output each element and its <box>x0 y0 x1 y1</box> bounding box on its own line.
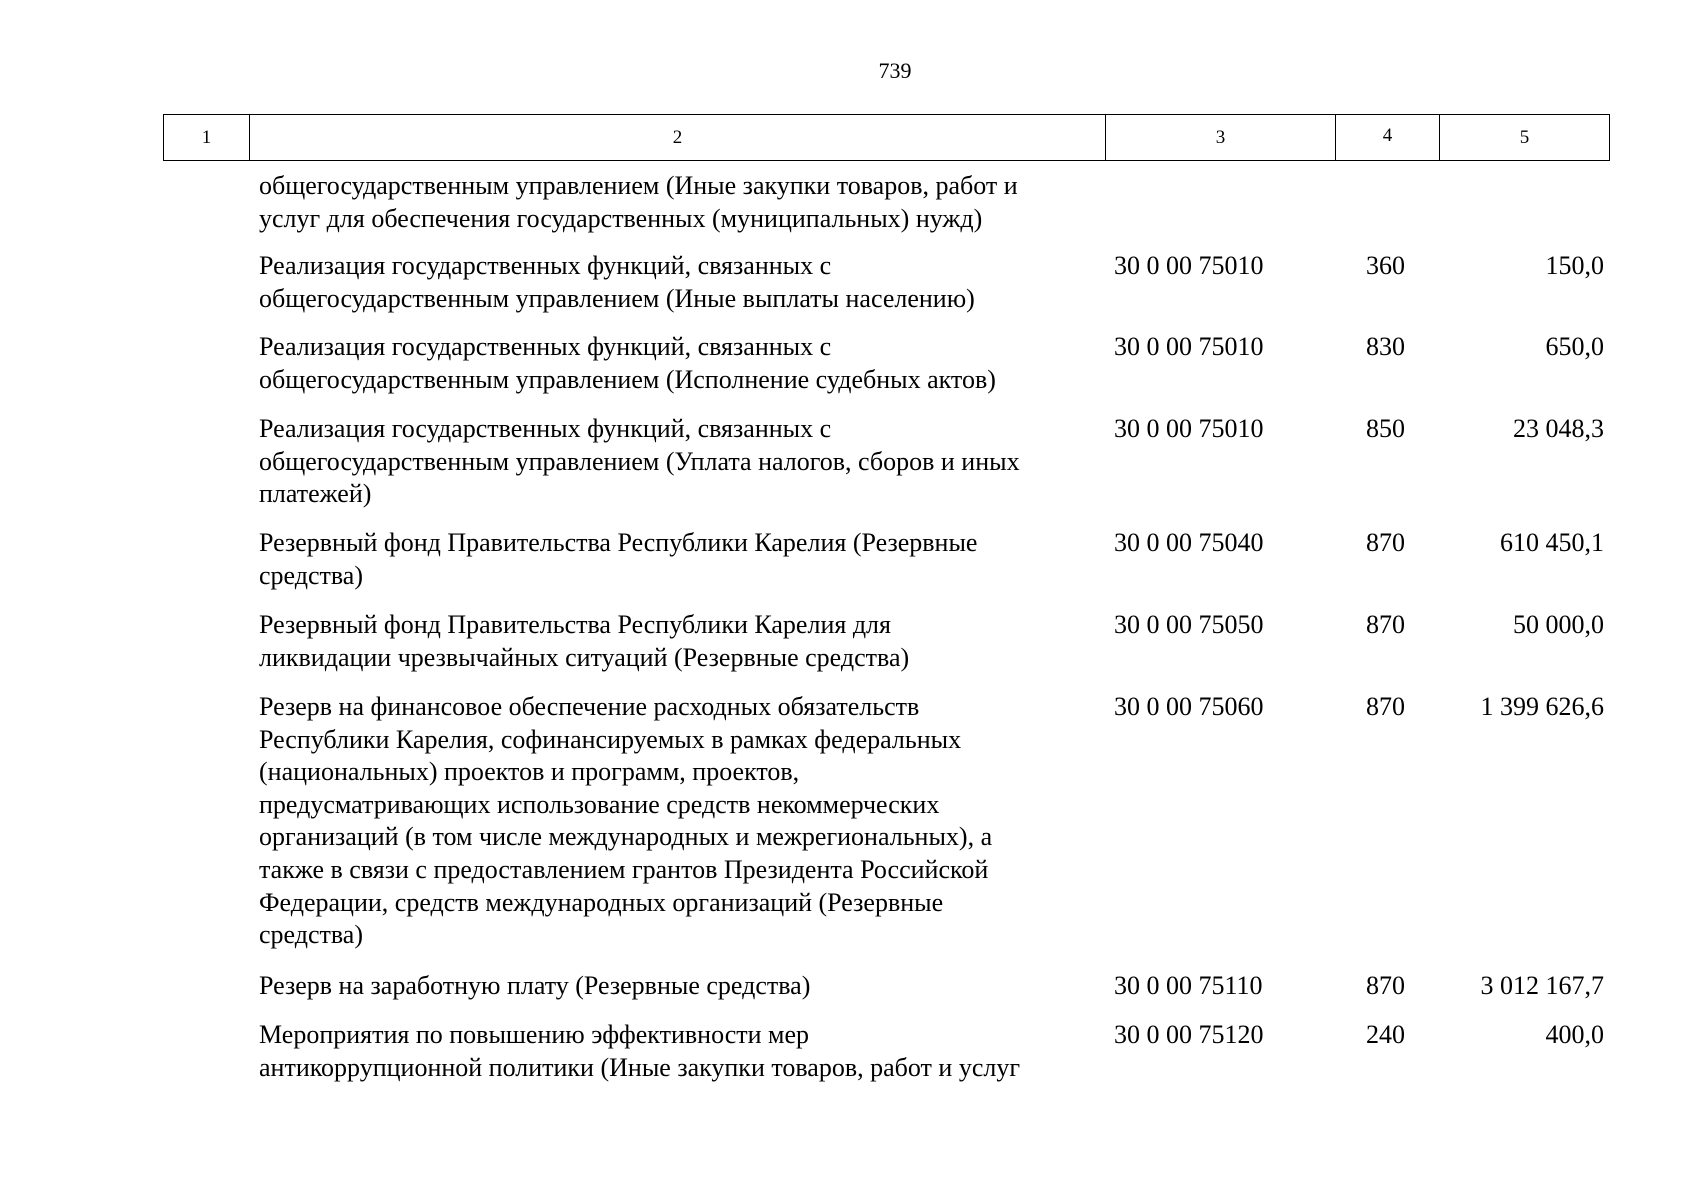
row-amount: 650,0 <box>1545 332 1604 361</box>
row-description: Резерв на финансовое обеспечение расходных обязательств Республики Карелия, софинансируемых в рамках федеральных (национальных) проектов и программ, проектов, предусматривающих использование средств некоммерческих организаций (в том числе международных и межрегиональных), а также в связи с предоставлением грантов Президента Российской Федерации, средств международных организаций (Резервные средства) <box>259 692 993 950</box>
row-description: Резерв на заработную плату (Резервные средства) <box>259 971 811 1000</box>
row-amount: 3 012 167,7 <box>1480 971 1604 1000</box>
row-code: 30 0 00 75120 <box>1114 1020 1264 1049</box>
row-type: 870 <box>1366 692 1405 721</box>
row-amount: 150,0 <box>1545 251 1604 280</box>
row-type: 870 <box>1366 610 1405 639</box>
row-type: 830 <box>1366 332 1405 361</box>
row-code: 30 0 00 75110 <box>1114 971 1263 1000</box>
row-amount: 610 450,1 <box>1500 528 1604 557</box>
page-number: 739 <box>878 58 912 83</box>
row-amount: 50 000,0 <box>1513 610 1604 639</box>
row-description: Реализация государственных функций, связанных с общегосударственным управлением (Исполнение судебных актов) <box>259 332 996 394</box>
row-description: Резервный фонд Правительства Республики Карелия (Резервные средства) <box>259 528 978 590</box>
table-header <box>163 114 1610 161</box>
header-cell-2: 2 <box>250 115 1106 160</box>
row-amount: 400,0 <box>1545 1020 1604 1049</box>
row-type: 870 <box>1366 971 1405 1000</box>
row-code: 30 0 00 75010 <box>1114 414 1264 443</box>
row-description: Мероприятия по повышению эффективности мер антикоррупционной политики (Иные закупки товаров, работ и услуг <box>259 1020 1021 1082</box>
row-type: 360 <box>1366 251 1405 280</box>
header-cell-5: 5 <box>1519 126 1530 148</box>
row-type: 240 <box>1366 1020 1405 1049</box>
header-cell-3: 3 <box>1106 115 1336 160</box>
row-code: 30 0 00 75010 <box>1114 332 1264 361</box>
row-description: Реализация государственных функций, связанных с общегосударственным управлением (Иные выплаты населению) <box>259 251 975 313</box>
row-amount: 23 048,3 <box>1513 414 1604 443</box>
row-code: 30 0 00 75060 <box>1114 692 1264 721</box>
row-type: 870 <box>1366 528 1405 557</box>
row-description: общегосударственным управлением (Иные закупки товаров, работ и услуг для обеспечения государственных (муниципальных) нужд) <box>259 171 1018 233</box>
row-code: 30 0 00 75010 <box>1114 251 1264 280</box>
header-cell-1: 1 <box>164 115 250 160</box>
row-amount: 1 399 626,6 <box>1480 692 1604 721</box>
row-type: 850 <box>1366 414 1405 443</box>
row-description: Реализация государственных функций, связанных с общегосударственным управлением (Уплата налогов, сборов и иных платежей) <box>259 414 1020 509</box>
row-description: Резервный фонд Правительства Республики Карелия для ликвидации чрезвычайных ситуаций (Резервные средства) <box>259 610 910 672</box>
row-code: 30 0 00 75040 <box>1114 528 1264 557</box>
header-cell-4: 4 <box>1336 115 1440 160</box>
row-code: 30 0 00 75050 <box>1114 610 1264 639</box>
